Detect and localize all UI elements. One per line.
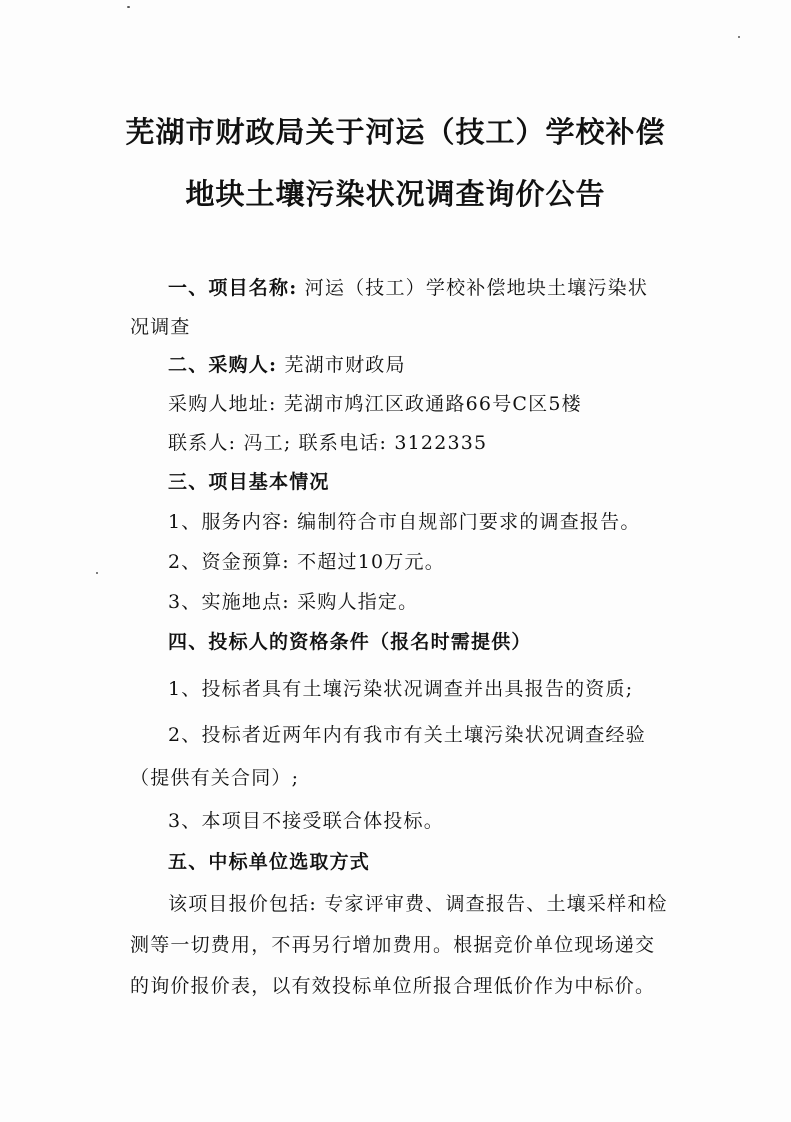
scan-speck bbox=[96, 572, 98, 574]
section-5-heading: 五、中标单位选取方式 bbox=[168, 851, 371, 873]
section-1-label: 一、项目名称: bbox=[168, 277, 298, 299]
section-2-line bbox=[168, 350, 406, 377]
section-4-heading: 四、投标人的资格条件（报名时需提供） bbox=[168, 631, 532, 653]
section-2-label: 二、采购人: bbox=[168, 354, 278, 376]
section-3-heading: 三、项目基本情况 bbox=[168, 471, 330, 493]
section-4-item-2-continued: （提供有关合同）; bbox=[130, 767, 300, 789]
document-title-line-2: 地块土壤污染状况调查询价公告 bbox=[185, 177, 606, 211]
scan-speck bbox=[738, 36, 740, 38]
section-1-line bbox=[168, 273, 648, 300]
section-3-item-3: 3、实施地点: 采购人指定。 bbox=[168, 591, 419, 613]
section-5-paragraph-line-2: 测等一切费用，不再另行增加费用。根据竞价单位现场递交 bbox=[130, 934, 656, 956]
section-2-value: 芜湖市财政局 bbox=[284, 354, 406, 376]
section-1-value: 河运（技工）学校补偿地块土壤污染状 bbox=[304, 277, 649, 299]
purchaser-address: 采购人地址: 芜湖市鸠江区政通路66号C区5楼 bbox=[168, 393, 582, 415]
scan-speck bbox=[127, 6, 130, 8]
document-title-line-1: 芜湖市财政局关于河运（技工）学校补偿 bbox=[125, 115, 666, 149]
section-4-item-3: 3、本项目不接受联合体投标。 bbox=[168, 810, 444, 832]
section-5-paragraph-line-1: 该项目报价包括: 专家评审费、调查报告、土壤采样和检 bbox=[168, 893, 668, 915]
section-5-paragraph-line-3: 的询价报价表，以有效投标单位所报合理低价作为中标价。 bbox=[130, 975, 656, 997]
purchaser-contact: 联系人: 冯工; 联系电话: 3122335 bbox=[168, 432, 488, 454]
section-3-item-1: 1、服务内容: 编制符合市自规部门要求的调查报告。 bbox=[168, 511, 641, 533]
section-4-item-2: 2、投标者近两年内有我市有关土壤污染状况调查经验 bbox=[168, 724, 646, 746]
section-4-item-1: 1、投标者具有土壤污染状况调查并出具报告的资质; bbox=[168, 678, 634, 700]
section-1-value-continued: 况调查 bbox=[130, 316, 191, 338]
section-3-item-2: 2、资金预算: 不超过10万元。 bbox=[168, 551, 445, 573]
